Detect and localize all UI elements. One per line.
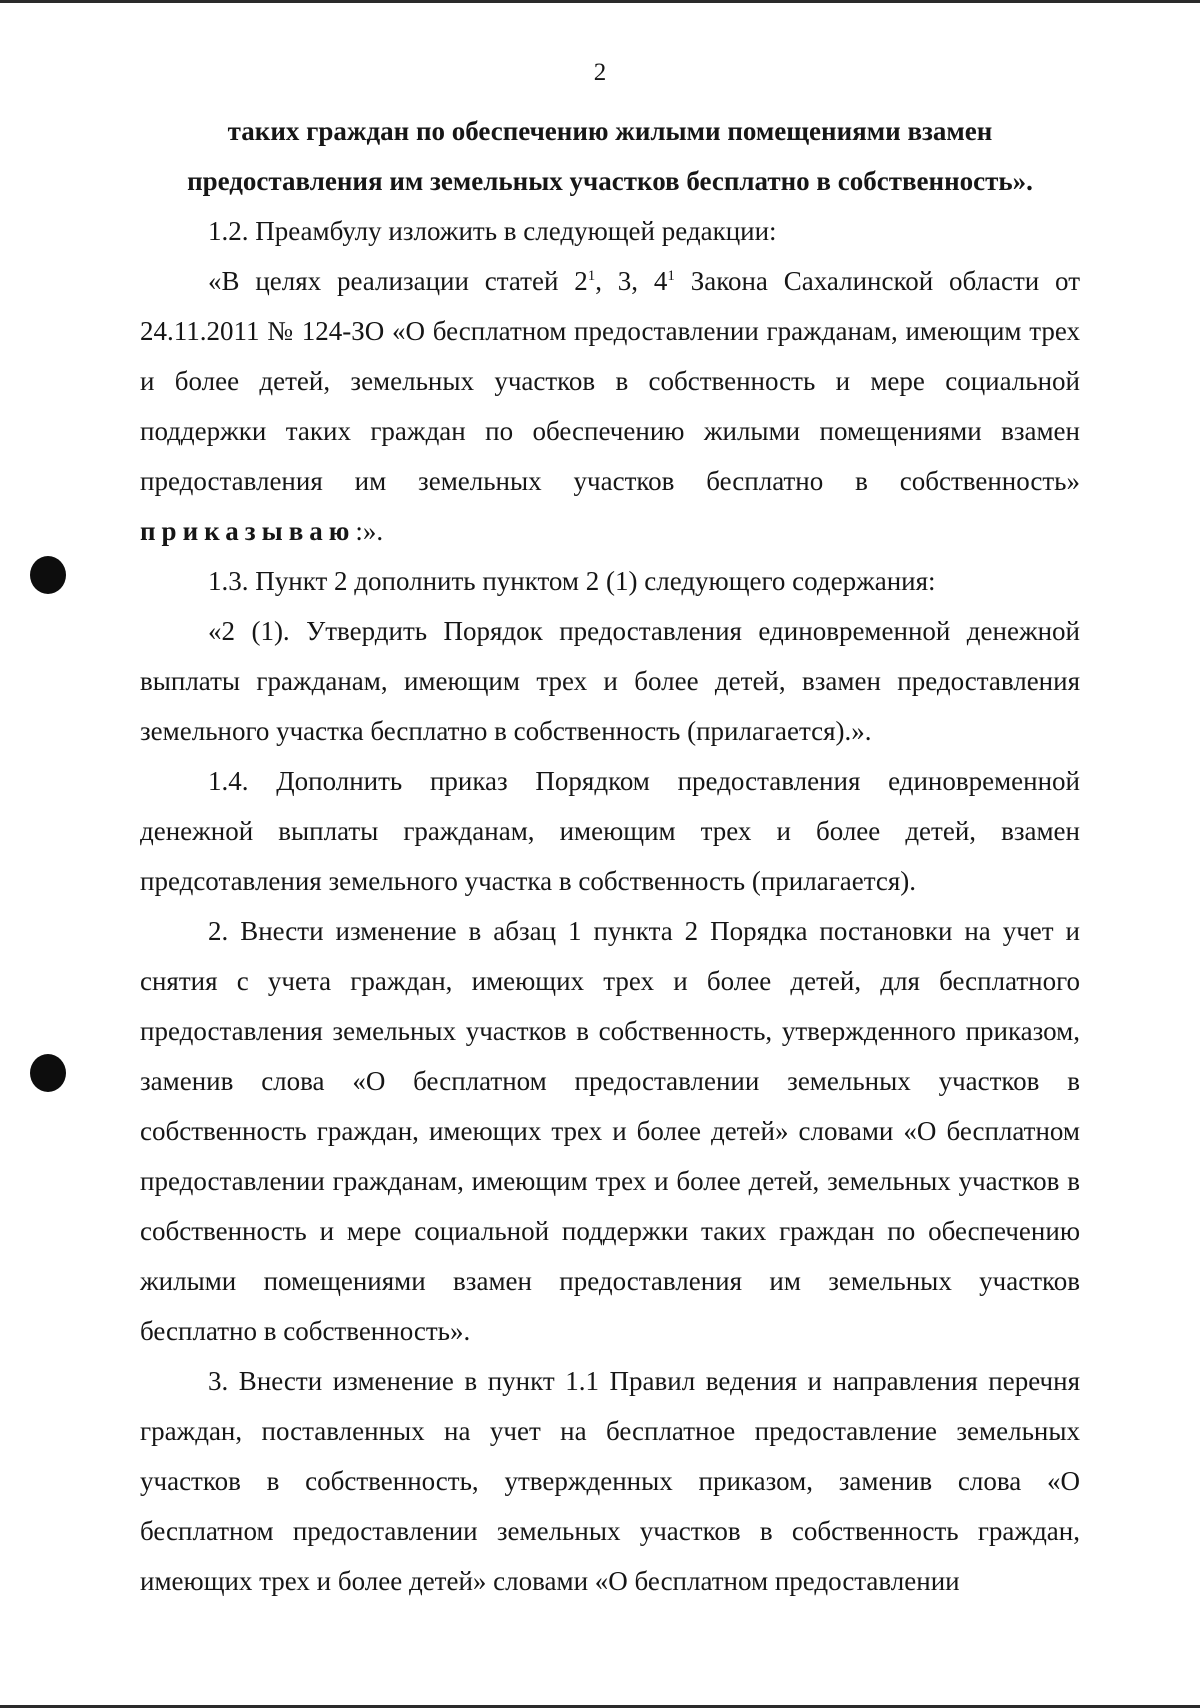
preamble-tail: :». — [355, 516, 384, 546]
document-body — [140, 106, 1080, 1606]
paragraph-1-4: 1.4. Дополнить приказ Порядком предоставления единовременной денежной выплаты гражданам, имеющим трех и более детей, взамен предсотавления земельного участка в собственность (прилагается). — [140, 766, 1080, 896]
preamble-superscript-1: 1 — [587, 268, 596, 284]
punch-hole-lower — [30, 1054, 66, 1092]
preamble-text-part-3: Закона Сахалинской области от 24.11.2011 № 124-ЗО «О бесплатном предоставлении гражданам, имеющим трех и более детей, земельных участков в собственность и мере социальной поддержки таких граждан по обеспечению жилыми помещениями взамен предоставления им земельных участков бесплатно в собственность» — [140, 266, 1080, 496]
preamble-emphasis-order: приказываю — [140, 516, 356, 546]
scan-top-border — [0, 0, 1200, 3]
heading-line-1: таких граждан по обеспечению жилыми помещениями взамен — [227, 116, 993, 146]
section-heading — [140, 106, 1080, 206]
paragraph-2-1-quote: «2 (1). Утвердить Порядок предоставления единовременной денежной выплаты гражданам, имеющим трех и более детей, взамен предоставления земельного участка бесплатно в собственность (прилагается).». — [140, 616, 1080, 746]
page-number: 2 — [593, 59, 607, 86]
paragraph-3: 3. Внести изменение в пункт 1.1 Правил ведения и направления перечня граждан, поставленных на учет на бесплатное предоставление земельных участков в собственность, утвержденных приказом, заменив слова «О бесплатном предоставлении земельных участков в собственность граждан, имеющих трех и более детей» словами «О бесплатном предоставлении — [140, 1366, 1080, 1596]
preamble-text-part-2: , 3, 4 — [595, 266, 668, 296]
punch-hole-upper — [30, 556, 66, 594]
paragraph-1-2: 1.2. Преамбулу изложить в следующей редакции: — [208, 216, 777, 246]
paragraph-2: 2. Внести изменение в абзац 1 пункта 2 Порядка постановки на учет и снятия с учета граждан, имеющих трех и более детей, для бесплатного предоставления земельных участков в собственность, утвержденного приказом, заменив слова «О бесплатном предоставлении земельных участков в собственность граждан, имеющих трех и более детей» словами «О бесплатном предоставлении гражданам, имеющим трех и более детей, земельных участков в собственность и мере социальной поддержки таких граждан по обеспечению жилыми помещениями взамен предоставления им земельных участков бесплатно в собственность». — [140, 916, 1080, 1346]
paragraph-1-3: 1.3. Пункт 2 дополнить пунктом 2 (1) следующего содержания: — [208, 566, 936, 596]
heading-line-2: предоставления им земельных участков бесплатно в собственность». — [187, 166, 1033, 196]
preamble-superscript-2: 1 — [667, 268, 675, 284]
preamble-text-part-1: «В целях реализации статей 2 — [208, 266, 588, 296]
paragraph-preamble — [140, 256, 1080, 556]
